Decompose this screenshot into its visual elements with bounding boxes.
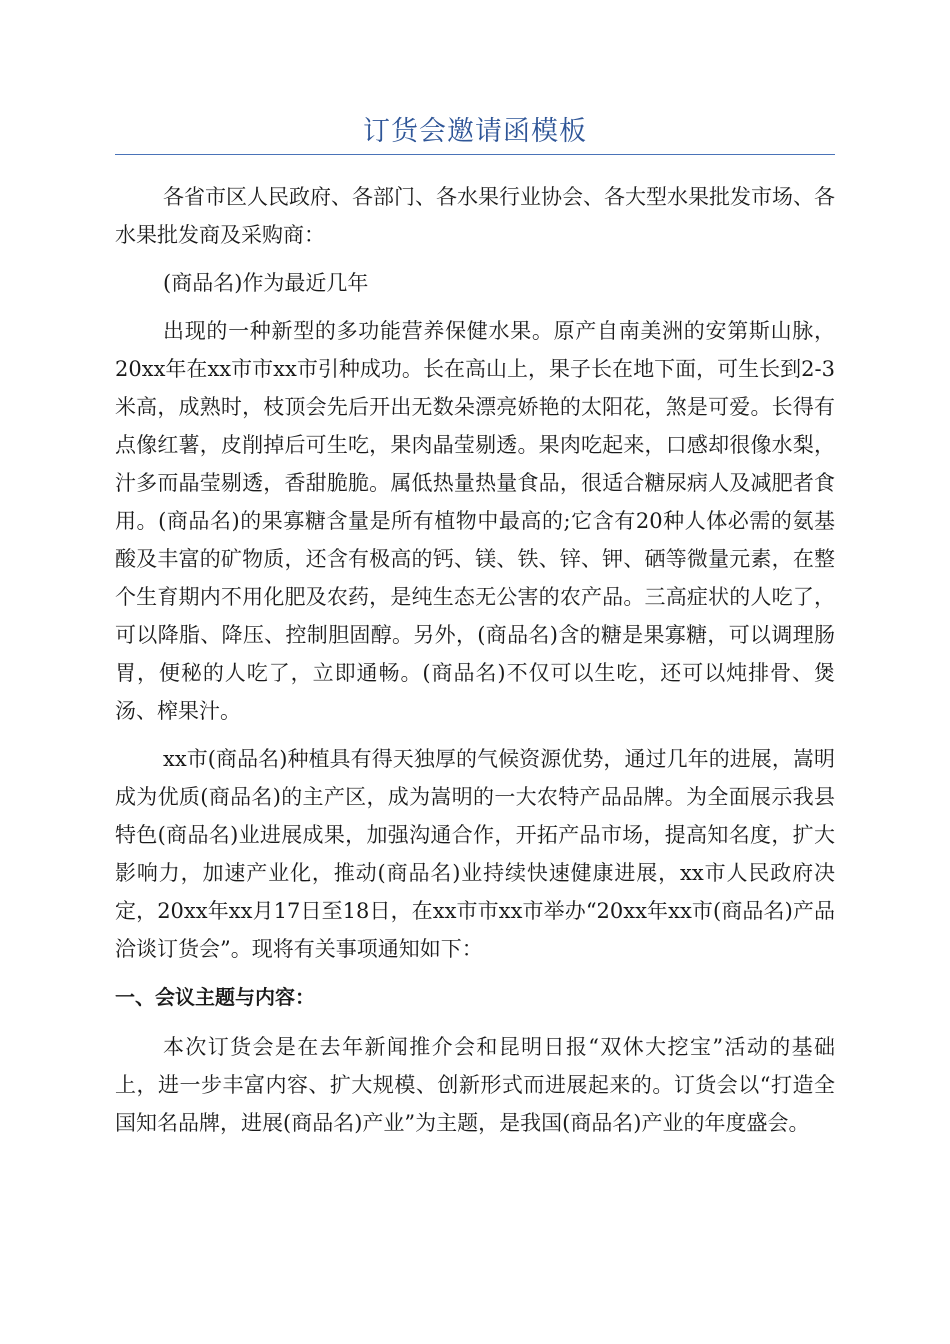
theme-paragraph: 本次订货会是在去年新闻推介会和昆明日报“双休大挖宝”活动的基础上，进一步丰富内容、扩大规模、创新形式而进展起来的。订货会以“打造全国知名品牌，进展(商品名)产业”为主题，是我国(商品名)产业的年度盛会。 [115, 1035, 835, 1135]
section-heading-theme: 一、会议主题与内容： [115, 985, 315, 1009]
intro-paragraph: (商品名)作为最近几年 [163, 271, 369, 295]
salutation-paragraph: 各省市区人民政府、各部门、各水果行业协会、各大型水果批发市场、各水果批发商及采购商： [115, 185, 835, 247]
document-body [115, 178, 835, 1152]
title-underline [115, 154, 835, 155]
product-description-paragraph: 出现的一种新型的多功能营养保健水果。原产自南美洲的安第斯山脉，20xx年在xx市市xx市引种成功。长在高山上，果子长在地下面，可生长到2-3米高，成熟时，枝顶会先后开出无数朵漂亮娇艳的太阳花，煞是可爱。长得有点像红薯，皮削掉后可生吃，果肉晶莹剔透。果肉吃起来，口感却很像水梨，汁多而晶莹剔透，香甜脆脆。属低热量热量食品，很适合糖尿病人及减肥者食用。(商品名)的果寡糖含量是所有植物中最高的;它含有20种人体必需的氨基酸及丰富的矿物质，还含有极高的钙、镁、铁、锌、钾、硒等微量元素，在整个生育期内不用化肥及农药，是纯生态无公害的农产品。三高症状的人吃了，可以降脂、降压、控制胆固醇。另外，(商品名)含的糖是果寡糖，可以调理肠胃，便秘的人吃了，立即通畅。(商品名)不仅可以生吃，还可以炖排骨、煲汤、榨果汁。 [115, 319, 835, 723]
event-announcement-paragraph: xx市(商品名)种植具有得天独厚的气候资源优势，通过几年的进展，嵩明成为优质(商品名)的主产区，成为嵩明的一大农特产品品牌。为全面展示我县特色(商品名)业进展成果，加强沟通合作，开拓产品市场，提高知名度，扩大影响力，加速产业化，推动(商品名)业持续快速健康进展，xx市人民政府决定，20xx年xx月17日至18日，在xx市市xx市举办“20xx年xx市(商品名)产品洽谈订货会”。现将有关事项通知如下： [115, 747, 835, 961]
document-title: 订货会邀请函模板 [363, 116, 587, 147]
